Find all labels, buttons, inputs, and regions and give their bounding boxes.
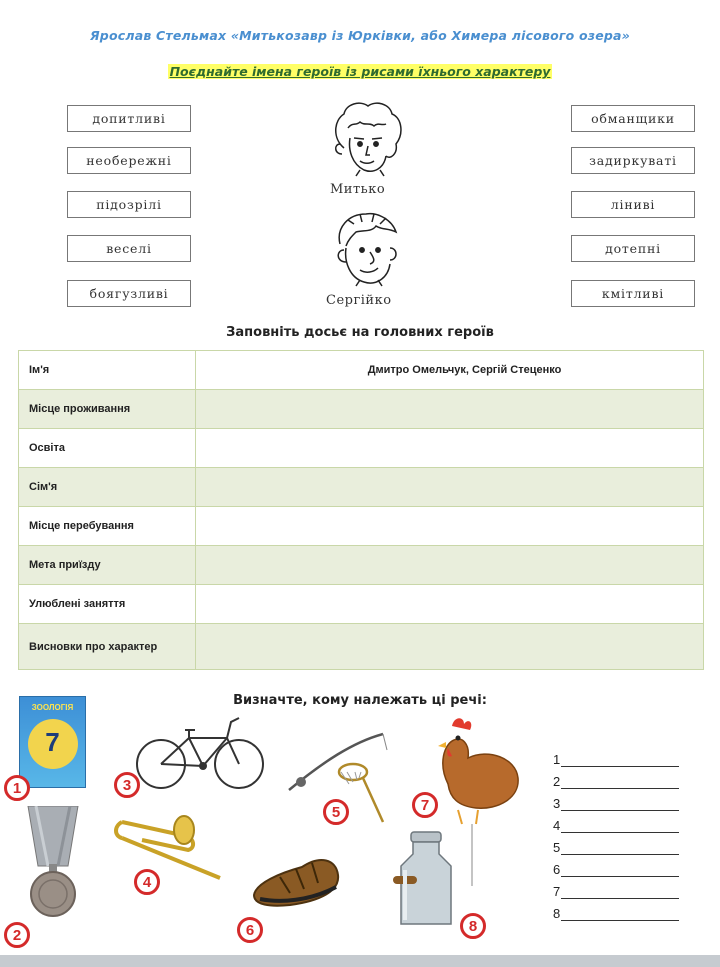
answer-line[interactable]: 2 xyxy=(553,774,679,789)
answer-line[interactable]: 1 xyxy=(553,752,679,767)
item-number-badge: 5 xyxy=(323,799,349,825)
serhiyko-portrait-icon xyxy=(326,208,406,290)
item-number-badge: 8 xyxy=(460,913,486,939)
dossier-table xyxy=(18,350,704,670)
table-row xyxy=(19,585,704,624)
bottom-bar xyxy=(0,955,720,967)
trait-box[interactable]: підозрілі xyxy=(67,191,191,218)
trait-box[interactable]: ліниві xyxy=(571,191,695,218)
item-number-badge: 7 xyxy=(412,792,438,818)
dossier-title: Заповніть досьє на головних героїв xyxy=(226,325,494,340)
worksheet-title: Ярослав Стельмах «Митькозавр із Юрківки, або Химера лісового озера» xyxy=(89,28,630,43)
book-number: 7 xyxy=(45,727,60,757)
row-value[interactable] xyxy=(196,429,704,468)
table-row xyxy=(19,507,704,546)
row-value[interactable] xyxy=(196,546,704,585)
item-number-badge: 6 xyxy=(237,917,263,943)
table-row xyxy=(19,546,704,585)
trait-box[interactable]: допитливі xyxy=(67,105,191,132)
sandal-icon xyxy=(250,845,342,915)
zoology-book-icon xyxy=(19,696,86,788)
item-number-badge: 2 xyxy=(4,922,30,948)
table-row xyxy=(19,351,704,390)
table-row xyxy=(19,624,704,670)
row-value[interactable] xyxy=(196,624,704,670)
table-row xyxy=(19,429,704,468)
row-value[interactable] xyxy=(196,585,704,624)
item-number-badge: 3 xyxy=(114,772,140,798)
task3-instruction: Визначте, кому належать ці речі: xyxy=(233,693,487,708)
answer-line[interactable]: 8 xyxy=(553,906,679,921)
trait-box[interactable]: веселі xyxy=(67,235,191,262)
trait-box[interactable]: дотепні xyxy=(571,235,695,262)
mitko-portrait-icon xyxy=(326,98,406,180)
row-label: Висновки про характер xyxy=(19,624,196,670)
book-title: ЗООЛОГІЯ xyxy=(31,703,74,712)
row-label: Улюблені заняття xyxy=(19,585,196,624)
table-row xyxy=(19,390,704,429)
trait-box[interactable]: боягузливі xyxy=(67,280,191,307)
item-number-badge: 4 xyxy=(134,869,160,895)
row-value[interactable]: Дмитро Омельчук, Сергій Стеценко xyxy=(196,351,704,390)
row-label: Мета приїзду xyxy=(19,546,196,585)
task1-instruction: Поєднайте імена героїв із рисами їхнього характеру xyxy=(169,64,551,79)
medal-icon xyxy=(22,806,84,918)
character-name: Митько xyxy=(330,182,386,197)
table-row xyxy=(19,468,704,507)
bicycle-icon xyxy=(133,712,269,792)
answer-line[interactable]: 6 xyxy=(553,862,679,877)
trait-box[interactable]: задиркуваті xyxy=(571,147,695,174)
trait-box[interactable]: необережні xyxy=(67,147,191,174)
row-value[interactable] xyxy=(196,507,704,546)
answer-line[interactable]: 4 xyxy=(553,818,679,833)
answer-line[interactable]: 3 xyxy=(553,796,679,811)
row-value[interactable] xyxy=(196,390,704,429)
trait-box[interactable]: кмітливі xyxy=(571,280,695,307)
trait-box[interactable]: обманщики xyxy=(571,105,695,132)
row-value[interactable] xyxy=(196,468,704,507)
row-label: Освіта xyxy=(19,429,196,468)
answer-line[interactable]: 7 xyxy=(553,884,679,899)
row-label: Місце перебування xyxy=(19,507,196,546)
item-number-badge: 1 xyxy=(4,775,30,801)
character-name: Сергійко xyxy=(326,293,392,308)
row-label: Сім'я xyxy=(19,468,196,507)
milk-can-icon xyxy=(391,830,463,930)
row-label: Ім'я xyxy=(19,351,196,390)
trombone-icon xyxy=(112,808,228,888)
answer-line[interactable]: 5 xyxy=(553,840,679,855)
row-label: Місце проживання xyxy=(19,390,196,429)
